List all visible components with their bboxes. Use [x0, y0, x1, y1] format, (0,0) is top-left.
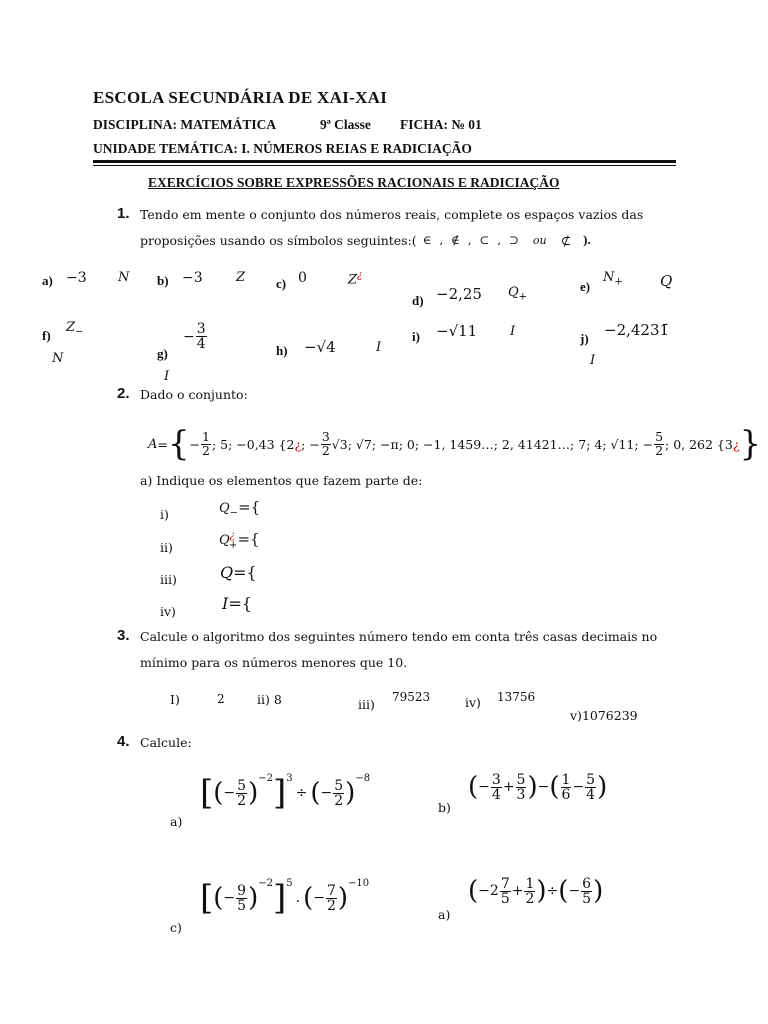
header-divider: [93, 160, 676, 163]
item-label: i): [412, 329, 420, 344]
item-value: 2: [217, 692, 225, 706]
expression-4b: ( − $\frac{3}{4}$ + $\frac{5}{3}$ ) − ( $\frac{1}{6}$ − $\frac{5}{4}$ ): [468, 771, 608, 803]
set-q-plus: $Q^¿_+=${: [219, 530, 260, 551]
set-i: I={: [222, 594, 252, 613]
expression-4d: ( − 2 $\frac{7}{5}$ + $\frac{1}{2}$ ) ÷ ( − $\frac{6}{5}$ ): [468, 875, 604, 907]
item-expr: −3: [182, 270, 203, 286]
item-label: a): [438, 907, 451, 922]
item-label: c): [170, 920, 182, 935]
item-expr: −3: [66, 270, 87, 286]
item-label: c): [276, 276, 287, 291]
row-label: iv): [160, 604, 176, 619]
item-label: g): [157, 346, 168, 361]
header-divider-thin: [93, 165, 676, 166]
item-label: j): [580, 331, 589, 346]
q1-intro: proposições usando os símbolos seguintes:(: [140, 232, 417, 248]
item-label: b): [438, 800, 451, 815]
school-name: ESCOLA SECUNDÁRIA DE XAI-XAI: [93, 88, 388, 107]
item-label: f): [42, 328, 51, 343]
question-3-text-line2: mínimo para os números menores que 10.: [140, 655, 408, 670]
item-label: iii): [358, 697, 375, 712]
row-label: iii): [160, 572, 177, 587]
question-1-number: 1.: [117, 205, 130, 222]
item-label: iv): [465, 695, 481, 710]
item-set: N: [118, 270, 130, 285]
question-1-text-line2: [140, 232, 591, 248]
expression-4a: [ ( − $\frac{5}{2}$ ) $^{-2}$ ] $^3$ ÷ ( − $\frac{5}{2}$ ) $^{-8}$: [200, 773, 371, 813]
item-label: ii) 8: [257, 692, 282, 707]
row-label: i): [160, 507, 169, 522]
item-value: 13756: [497, 690, 536, 704]
item-label: a): [170, 814, 183, 829]
item-expr: −√4: [304, 338, 336, 356]
item-expr: −2,4231̄: [604, 321, 670, 339]
thematic-unit: UNIDADE TEMÁTICA: I. NÚMEROS REIAS E RADICIAÇÃO: [93, 141, 472, 156]
question-3-text-line1: Calcule o algoritmo dos seguintes número tendo em conta três casas decimais no: [140, 629, 658, 644]
question-3-number: 3.: [117, 627, 130, 644]
item-set: Q: [660, 272, 673, 290]
question-4-text: Calcule:: [140, 735, 192, 750]
item-set: Z: [236, 270, 246, 285]
item-expr: − $\frac{3}{4}$: [183, 321, 206, 352]
q1-not-subset: ⊄: [560, 232, 572, 248]
worksheet-title: EXERCÍCIOS SOBRE EXPRESSÕES RACIONAIS E RADICIAÇÃO: [148, 175, 560, 190]
set-a-definition: A = { − $\frac{1}{2}$ ; 5; −0,43 {2 ¿ ; − $\frac{3}{2}$ √3 ; √7; −π; 0; −1, 1459…; 2, 41421…; 7; 4; √11; − $\frac{5}{2}$ ; 0, 262 {3 ¿ }: [148, 424, 762, 464]
item-label: I): [170, 692, 180, 707]
item-label: d): [412, 293, 424, 308]
q1-close: ).: [583, 232, 591, 247]
item-set: $Q_+$: [508, 285, 528, 303]
item-expr: $N_+$: [603, 270, 623, 288]
item-label: h): [276, 343, 288, 358]
sheet-number: FICHA: № 01: [400, 117, 482, 132]
item-set: I: [510, 324, 516, 339]
item-set: N: [52, 351, 64, 366]
question-1-text-line1: Tendo em mente o conjunto dos números reais, complete os espaços vazios das: [140, 207, 644, 222]
item-expr: $Z_-$: [66, 320, 84, 338]
discipline: DISCIPLINA: MATEMÁTICA: [93, 117, 277, 132]
item-set: I: [590, 353, 596, 368]
item-label: e): [580, 279, 591, 294]
item-set: I: [164, 369, 170, 384]
question-2-text: Dado o conjunto:: [140, 387, 248, 402]
item-label: a): [42, 273, 53, 288]
set-q: Q={: [220, 563, 257, 582]
item-expr: −√11: [436, 322, 478, 340]
question-2-number: 2.: [117, 385, 130, 402]
q1-symbols: ∈ , ∉ , ⊂ , ⊃: [422, 233, 519, 247]
item-expr: −2,25: [436, 285, 482, 303]
expression-4c: [ ( − $\frac{9}{5}$ ) $^{-2}$ ] $^5$ . ( − $\frac{7}{2}$ ) $^{-10}$: [200, 878, 370, 918]
grade: 9ª Classe: [320, 117, 371, 132]
q1-ou: ou: [532, 233, 547, 247]
item-label: v)1076239: [570, 708, 638, 723]
item-label: b): [157, 273, 169, 288]
question-2a-text: a) Indique os elementos que fazem parte de:: [140, 473, 423, 488]
question-4-number: 4.: [117, 733, 130, 750]
item-value: 79523: [392, 690, 431, 704]
row-label: ii): [160, 540, 173, 555]
item-set: Z¿: [348, 270, 363, 288]
item-expr: 0: [298, 270, 307, 286]
set-q-minus: $Q_-=${: [219, 498, 261, 519]
item-set: I: [376, 340, 382, 355]
